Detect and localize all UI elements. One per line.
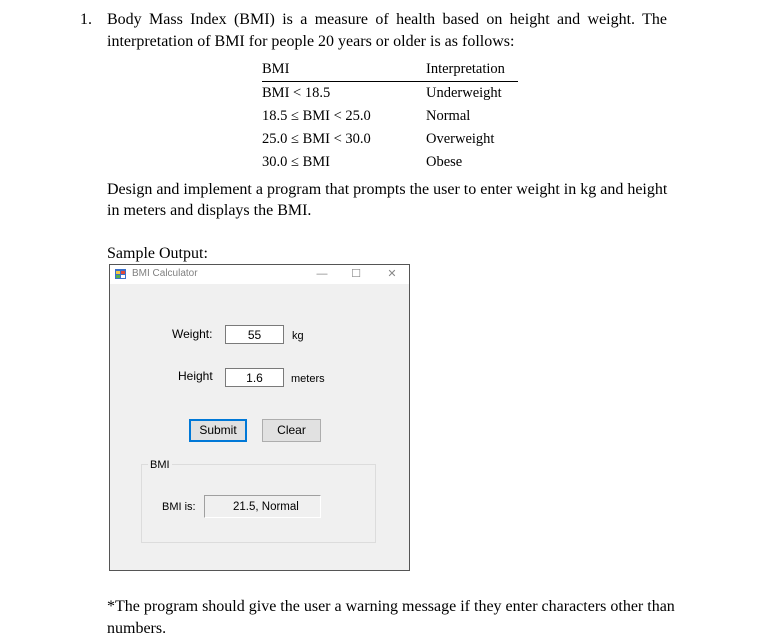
bmi-range: BMI < 18.5 xyxy=(262,85,331,101)
app-form-icon xyxy=(115,269,126,279)
table-row xyxy=(262,151,518,174)
interpretation-header: Interpretation xyxy=(426,61,505,77)
question-line-1: Body Mass Index (BMI) is a measure of health based on height and weight. The xyxy=(107,11,667,28)
bmi-interpretation: Obese xyxy=(426,154,463,170)
window-title: BMI Calculator xyxy=(132,268,198,279)
bmi-header: BMI xyxy=(262,61,290,77)
question-line-2: interpretation of BMI for people 20 years or older is as follows: xyxy=(107,33,515,50)
maximize-button[interactable]: ☐ xyxy=(351,268,361,280)
bmi-table-header xyxy=(262,58,518,82)
footnote-line-1: *The program should give the user a warning message if they enter characters other than xyxy=(107,598,675,615)
question-number: 1. xyxy=(80,11,92,28)
bmi-table xyxy=(262,58,518,174)
bmi-result-output: 21.5, Normal xyxy=(204,495,321,518)
sample-output-label: Sample Output: xyxy=(107,245,208,262)
clear-button[interactable]: Clear xyxy=(262,419,321,442)
bmi-range: 18.5 ≤ BMI < 25.0 xyxy=(262,108,371,124)
bmi-result-label: BMI is: xyxy=(162,501,196,513)
bmi-range: 30.0 ≤ BMI xyxy=(262,154,330,170)
weight-unit-label: kg xyxy=(292,330,304,342)
bmi-interpretation: Underweight xyxy=(426,85,502,101)
height-unit-label: meters xyxy=(291,373,325,385)
bmi-interpretation: Normal xyxy=(426,108,471,124)
table-row xyxy=(262,105,518,128)
bmi-interpretation: Overweight xyxy=(426,131,495,147)
weight-input[interactable]: 55 xyxy=(225,325,284,344)
bmi-calculator-window xyxy=(109,264,410,571)
minimize-button[interactable]: — xyxy=(316,268,328,280)
height-label: Height xyxy=(178,369,213,383)
design-line-2: in meters and displays the BMI. xyxy=(107,202,312,219)
table-row xyxy=(262,82,518,105)
weight-label: Weight: xyxy=(172,327,213,341)
submit-button[interactable]: Submit xyxy=(189,419,247,442)
bmi-range: 25.0 ≤ BMI < 30.0 xyxy=(262,131,371,147)
table-row xyxy=(262,128,518,151)
title-bar[interactable] xyxy=(110,265,409,284)
close-button[interactable]: ✕ xyxy=(387,268,397,280)
design-line-1: Design and implement a program that prompts the user to enter weight in kg and height xyxy=(107,181,668,198)
footnote-line-2: numbers. xyxy=(107,620,167,637)
height-input[interactable]: 1.6 xyxy=(225,368,284,387)
bmi-group-label: BMI xyxy=(150,459,170,471)
